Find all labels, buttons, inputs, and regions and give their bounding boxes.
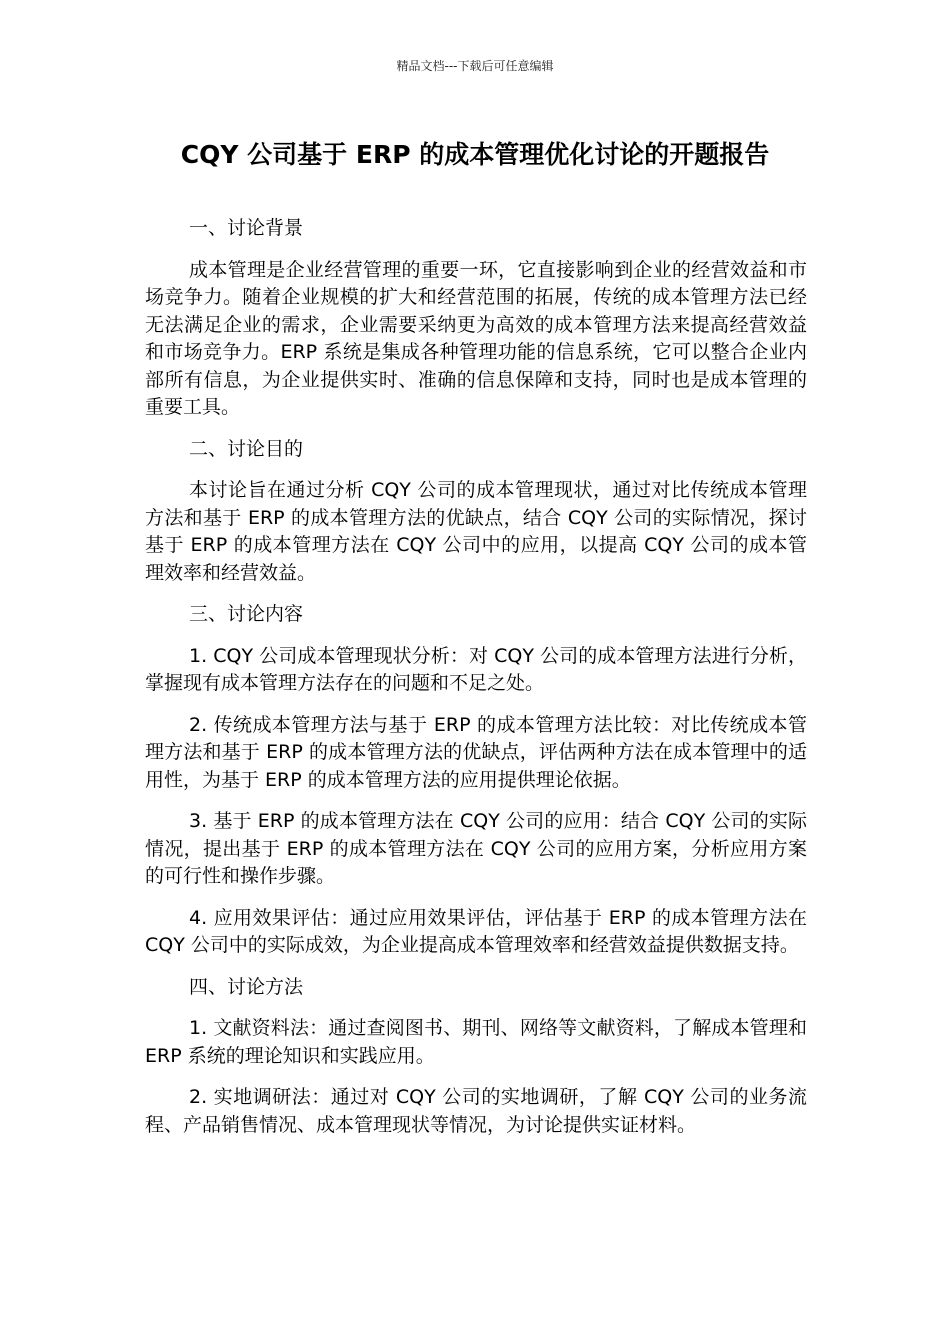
purpose-paragraph: 本讨论旨在通过分析 CQY 公司的成本管理现状，通过对比传统成本管理方法和基于 ERP 的成本管理方法的优缺点，结合 CQY 公司的实际情况，探讨基于 ERP 的成本管理方法在 CQY 公司中的应用，以提高 CQY 公司的成本管理效率和经营效益。 (145, 479, 807, 584)
content-item-1: 1. CQY 公司成本管理现状分析：对 CQY 公司的成本管理方法进行分析，掌握现有成本管理方法存在的问题和不足之处。 (145, 644, 807, 694)
methods-item-2: 2. 实地调研法：通过对 CQY 公司的实地调研，了解 CQY 公司的业务流程、产品销售情况、成本管理现状等情况，为讨论提供实证材料。 (145, 1086, 807, 1136)
section-heading-background: 一、讨论背景 (189, 217, 304, 239)
methods-item-1: 1. 文献资料法：通过查阅图书、期刊、网络等文献资料，了解成本管理和 ERP 系统的理论知识和实践应用。 (145, 1017, 807, 1067)
content-item-3: 3. 基于 ERP 的成本管理方法在 CQY 公司的应用：结合 CQY 公司的实际情况，提出基于 ERP 的成本管理方法在 CQY 公司的应用方案，分析应用方案的可行性和操作步骤。 (145, 810, 807, 887)
document-body (145, 215, 807, 1153)
document-title: CQY 公司基于 ERP 的成本管理优化讨论的开题报告 (180, 140, 770, 169)
background-paragraph: 成本管理是企业经营管理的重要一环，它直接影响到企业的经营效益和市场竞争力。随着企业规模的扩大和经营范围的拓展，传统的成本管理方法已经无法满足企业的需求，企业需要采纳更为高效的成本管理方法来提高经营效益和市场竞争力。ERP 系统是集成各种管理功能的信息系统，它可以整合企业内部所有信息，为企业提供实时、准确的信息保障和支持，同时也是成本管理的重要工具。 (145, 258, 807, 418)
header-note: 精品文档---下载后可任意编辑 (396, 59, 554, 73)
content-item-4: 4. 应用效果评估：通过应用效果评估，评估基于 ERP 的成本管理方法在 CQY 公司中的实际成效，为企业提高成本管理效率和经营效益提供数据支持。 (145, 906, 807, 956)
section-heading-methods: 四、讨论方法 (189, 975, 304, 998)
content-item-2: 2. 传统成本管理方法与基于 ERP 的成本管理方法比较：对比传统成本管理方法和基于 ERP 的成本管理方法的优缺点，评估两种方法在成本管理中的适用性，为基于 ERP 的成本管理方法的应用提供理论依据。 (145, 713, 807, 791)
section-heading-content: 三、讨论内容 (189, 603, 304, 625)
section-heading-purpose: 二、讨论目的 (189, 437, 304, 460)
